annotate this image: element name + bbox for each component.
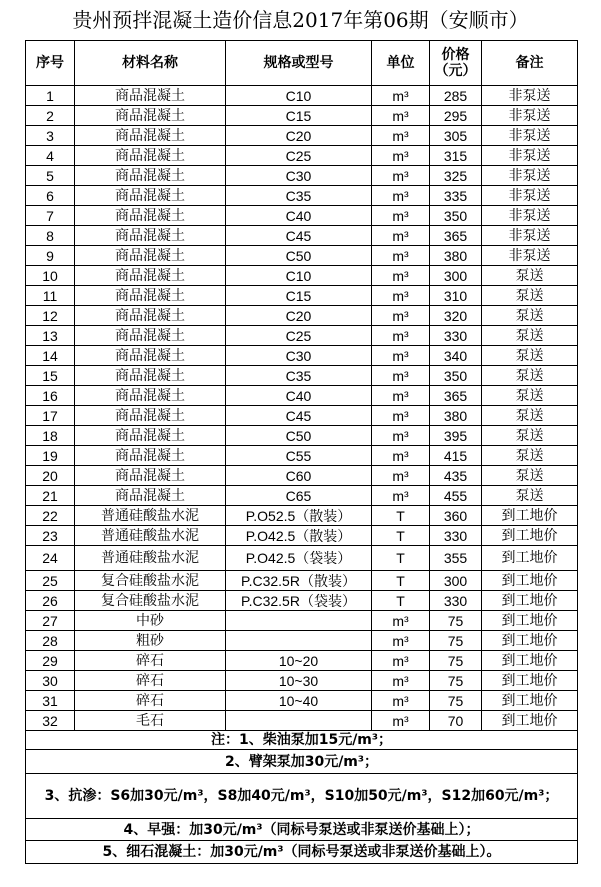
- cell-seq: 21: [26, 486, 75, 506]
- cell-spec: C30: [226, 346, 372, 366]
- document-title: 贵州预拌混凝土造价信息2017年第06期（安顺市）: [72, 8, 529, 32]
- cell-remark: 泵送: [482, 366, 578, 386]
- cell-unit: m³: [372, 346, 430, 366]
- cell-price: 285: [430, 86, 482, 106]
- cell-price: 300: [430, 571, 482, 591]
- cell-spec: 10~40: [226, 691, 372, 711]
- note-3: 3、抗渗：S6加30元/m³，S8加40元/m³，S10加50元/m³，S12加60元/m³；: [26, 774, 578, 819]
- table-row: [26, 326, 578, 346]
- table-row: [26, 186, 578, 206]
- cell-seq: 20: [26, 466, 75, 486]
- cell-name: 商品混凝土: [75, 406, 226, 426]
- table-row: [26, 631, 578, 651]
- note-row: [26, 731, 578, 750]
- cell-remark: 到工地价: [482, 571, 578, 591]
- cell-name: 普通硅酸盐水泥: [75, 526, 226, 546]
- cell-spec: C25: [226, 326, 372, 346]
- table-row: [26, 466, 578, 486]
- cell-name: 商品混凝土: [75, 446, 226, 466]
- cell-spec: C50: [226, 246, 372, 266]
- cell-name: 商品混凝土: [75, 126, 226, 146]
- cell-unit: m³: [372, 246, 430, 266]
- table-row: [26, 426, 578, 446]
- cell-price: 70: [430, 711, 482, 731]
- cell-seq: 7: [26, 206, 75, 226]
- table-row: [26, 486, 578, 506]
- cell-seq: 5: [26, 166, 75, 186]
- table-row: [26, 446, 578, 466]
- cell-name: 商品混凝土: [75, 286, 226, 306]
- table-row: [26, 406, 578, 426]
- cell-spec: C15: [226, 286, 372, 306]
- cell-unit: m³: [372, 366, 430, 386]
- header-price: [430, 41, 482, 86]
- table-row: [26, 571, 578, 591]
- cell-price: 380: [430, 406, 482, 426]
- cell-name: 粗砂: [75, 631, 226, 651]
- cell-name: 商品混凝土: [75, 326, 226, 346]
- cell-unit: m³: [372, 446, 430, 466]
- table-row: [26, 526, 578, 546]
- cell-name: 商品混凝土: [75, 426, 226, 446]
- cell-remark: 到工地价: [482, 591, 578, 611]
- table-row: [26, 366, 578, 386]
- cell-remark: 泵送: [482, 426, 578, 446]
- cell-spec: C30: [226, 166, 372, 186]
- cell-unit: m³: [372, 651, 430, 671]
- cell-seq: 29: [26, 651, 75, 671]
- cell-name: 中砂: [75, 611, 226, 631]
- cell-unit: m³: [372, 486, 430, 506]
- cell-name: 商品混凝土: [75, 366, 226, 386]
- notes-section: [26, 731, 578, 864]
- cell-name: 商品混凝土: [75, 186, 226, 206]
- table-row: [26, 691, 578, 711]
- header-unit: 单位: [372, 41, 430, 86]
- table-row: [26, 671, 578, 691]
- table-row: [26, 346, 578, 366]
- cell-remark: 泵送: [482, 446, 578, 466]
- cell-name: 商品混凝土: [75, 146, 226, 166]
- cell-spec: C40: [226, 386, 372, 406]
- cell-name: 商品混凝土: [75, 466, 226, 486]
- cell-remark: 泵送: [482, 486, 578, 506]
- cell-spec: P.O42.5（散装）: [226, 526, 372, 546]
- cell-price: 355: [430, 546, 482, 571]
- cell-unit: m³: [372, 166, 430, 186]
- cell-name: 普通硅酸盐水泥: [75, 506, 226, 526]
- cell-name: 商品混凝土: [75, 106, 226, 126]
- cell-price: 380: [430, 246, 482, 266]
- cell-seq: 14: [26, 346, 75, 366]
- cell-unit: m³: [372, 226, 430, 246]
- note-row: [26, 819, 578, 841]
- cell-remark: 非泵送: [482, 166, 578, 186]
- table-row: [26, 266, 578, 286]
- table-row: [26, 146, 578, 166]
- cell-remark: 非泵送: [482, 186, 578, 206]
- cell-unit: m³: [372, 266, 430, 286]
- cell-remark: 到工地价: [482, 691, 578, 711]
- cell-name: 商品混凝土: [75, 246, 226, 266]
- cell-spec: C10: [226, 86, 372, 106]
- cell-name: 商品混凝土: [75, 266, 226, 286]
- cell-seq: 24: [26, 546, 75, 571]
- cell-unit: m³: [372, 146, 430, 166]
- cell-price: 305: [430, 126, 482, 146]
- cell-seq: 2: [26, 106, 75, 126]
- cell-seq: 30: [26, 671, 75, 691]
- header-spec: 规格或型号: [226, 41, 372, 86]
- header-price-line2: （元）: [434, 63, 477, 79]
- cell-price: 310: [430, 286, 482, 306]
- cell-spec: P.C32.5R（散装）: [226, 571, 372, 591]
- cell-remark: 到工地价: [482, 546, 578, 571]
- cell-unit: m³: [372, 106, 430, 126]
- table-row: [26, 286, 578, 306]
- cell-name: 商品混凝土: [75, 346, 226, 366]
- cell-spec: C45: [226, 226, 372, 246]
- cell-spec: P.C32.5R（袋装）: [226, 591, 372, 611]
- cell-unit: m³: [372, 386, 430, 406]
- cell-seq: 25: [26, 571, 75, 591]
- cell-seq: 22: [26, 506, 75, 526]
- table-row: [26, 506, 578, 526]
- cell-seq: 23: [26, 526, 75, 546]
- cell-remark: 泵送: [482, 386, 578, 406]
- cell-unit: T: [372, 546, 430, 571]
- cell-seq: 31: [26, 691, 75, 711]
- cell-spec: C35: [226, 366, 372, 386]
- cell-price: 330: [430, 526, 482, 546]
- cell-spec: [226, 611, 372, 631]
- cell-name: 商品混凝土: [75, 226, 226, 246]
- cell-price: 395: [430, 426, 482, 446]
- cell-name: 商品混凝土: [75, 166, 226, 186]
- cell-price: 295: [430, 106, 482, 126]
- cell-price: 75: [430, 691, 482, 711]
- cell-remark: 非泵送: [482, 86, 578, 106]
- header-price-line1: 价格: [441, 47, 470, 63]
- cell-spec: C15: [226, 106, 372, 126]
- cell-spec: [226, 631, 372, 651]
- cell-seq: 10: [26, 266, 75, 286]
- cell-spec: C10: [226, 266, 372, 286]
- cell-unit: m³: [372, 426, 430, 446]
- cell-price: 330: [430, 326, 482, 346]
- cell-unit: T: [372, 571, 430, 591]
- cell-price: 365: [430, 226, 482, 246]
- cell-seq: 1: [26, 86, 75, 106]
- cell-seq: 12: [26, 306, 75, 326]
- cell-unit: m³: [372, 186, 430, 206]
- cell-price: 75: [430, 611, 482, 631]
- cell-unit: m³: [372, 711, 430, 731]
- cell-unit: m³: [372, 691, 430, 711]
- cell-price: 300: [430, 266, 482, 286]
- cell-seq: 8: [26, 226, 75, 246]
- cell-name: 复合硅酸盐水泥: [75, 571, 226, 591]
- cell-price: 315: [430, 146, 482, 166]
- cell-remark: 泵送: [482, 266, 578, 286]
- cell-seq: 17: [26, 406, 75, 426]
- cell-price: 335: [430, 186, 482, 206]
- cell-price: 75: [430, 631, 482, 651]
- cell-unit: m³: [372, 126, 430, 146]
- table-row: [26, 386, 578, 406]
- table-row: [26, 226, 578, 246]
- cell-unit: T: [372, 506, 430, 526]
- cell-remark: 到工地价: [482, 631, 578, 651]
- cell-unit: m³: [372, 326, 430, 346]
- cell-spec: C20: [226, 306, 372, 326]
- cell-name: 普通硅酸盐水泥: [75, 546, 226, 571]
- cell-price: 340: [430, 346, 482, 366]
- table-row: [26, 86, 578, 106]
- cell-price: 365: [430, 386, 482, 406]
- cell-name: 碎石: [75, 651, 226, 671]
- cell-spec: C55: [226, 446, 372, 466]
- cell-remark: 到工地价: [482, 526, 578, 546]
- cell-price: 320: [430, 306, 482, 326]
- cell-seq: 11: [26, 286, 75, 306]
- cell-remark: 泵送: [482, 286, 578, 306]
- table-row: [26, 246, 578, 266]
- header-remark: 备注: [482, 41, 578, 86]
- cell-remark: 非泵送: [482, 226, 578, 246]
- cell-spec: C60: [226, 466, 372, 486]
- cell-name: 复合硅酸盐水泥: [75, 591, 226, 611]
- cell-name: 商品混凝土: [75, 206, 226, 226]
- cell-unit: m³: [372, 671, 430, 691]
- cell-unit: T: [372, 526, 430, 546]
- header-row: [26, 41, 578, 86]
- table-row: [26, 206, 578, 226]
- note-row: [26, 841, 578, 864]
- cell-spec: C40: [226, 206, 372, 226]
- cell-name: 毛石: [75, 711, 226, 731]
- cell-seq: 28: [26, 631, 75, 651]
- cell-spec: C25: [226, 146, 372, 166]
- cell-seq: 3: [26, 126, 75, 146]
- cell-spec: P.O42.5（袋装）: [226, 546, 372, 571]
- cell-spec: 10~20: [226, 651, 372, 671]
- cell-unit: m³: [372, 406, 430, 426]
- cell-remark: 非泵送: [482, 246, 578, 266]
- cell-name: 商品混凝土: [75, 486, 226, 506]
- cell-remark: 非泵送: [482, 126, 578, 146]
- cell-remark: 泵送: [482, 346, 578, 366]
- table-row: [26, 611, 578, 631]
- cell-price: 455: [430, 486, 482, 506]
- table-row: [26, 591, 578, 611]
- cell-seq: 6: [26, 186, 75, 206]
- cell-name: 商品混凝土: [75, 306, 226, 326]
- cell-remark: 到工地价: [482, 711, 578, 731]
- cell-spec: [226, 711, 372, 731]
- cell-spec: C20: [226, 126, 372, 146]
- cell-remark: 到工地价: [482, 651, 578, 671]
- cell-unit: m³: [372, 206, 430, 226]
- header-seq: 序号: [26, 41, 75, 86]
- cell-price: 360: [430, 506, 482, 526]
- cell-seq: 4: [26, 146, 75, 166]
- cell-unit: m³: [372, 611, 430, 631]
- cell-spec: P.O52.5（散装）: [226, 506, 372, 526]
- price-table: [25, 40, 578, 864]
- cell-seq: 9: [26, 246, 75, 266]
- cell-seq: 19: [26, 446, 75, 466]
- cell-seq: 27: [26, 611, 75, 631]
- cell-seq: 26: [26, 591, 75, 611]
- cell-unit: m³: [372, 466, 430, 486]
- header-name: 材料名称: [75, 41, 226, 86]
- note-2: 2、臂架泵加30元/m³；: [26, 750, 578, 774]
- cell-remark: 非泵送: [482, 206, 578, 226]
- cell-unit: m³: [372, 631, 430, 651]
- cell-price: 75: [430, 651, 482, 671]
- cell-spec: C65: [226, 486, 372, 506]
- cell-remark: 泵送: [482, 466, 578, 486]
- cell-seq: 18: [26, 426, 75, 446]
- cell-remark: 到工地价: [482, 671, 578, 691]
- note-5: 5、细石混凝土：加30元/m³（同标号泵送或非泵送价基础上）。: [26, 841, 578, 864]
- cell-price: 75: [430, 671, 482, 691]
- cell-remark: 到工地价: [482, 611, 578, 631]
- table-row: [26, 106, 578, 126]
- note-1: 注：1、柴油泵加15元/m³；: [26, 731, 578, 750]
- cell-name: 商品混凝土: [75, 386, 226, 406]
- cell-price: 350: [430, 206, 482, 226]
- cell-spec: 10~30: [226, 671, 372, 691]
- cell-seq: 32: [26, 711, 75, 731]
- cell-remark: 非泵送: [482, 146, 578, 166]
- table-row: [26, 166, 578, 186]
- cell-price: 325: [430, 166, 482, 186]
- cell-unit: m³: [372, 286, 430, 306]
- cell-name: 碎石: [75, 691, 226, 711]
- cell-remark: 泵送: [482, 326, 578, 346]
- cell-seq: 13: [26, 326, 75, 346]
- cell-seq: 16: [26, 386, 75, 406]
- cell-remark: 泵送: [482, 406, 578, 426]
- cell-seq: 15: [26, 366, 75, 386]
- table-row: [26, 711, 578, 731]
- table-row: [26, 306, 578, 326]
- cell-unit: T: [372, 591, 430, 611]
- table-row: [26, 126, 578, 146]
- table-row: [26, 651, 578, 671]
- cell-remark: 泵送: [482, 306, 578, 326]
- cell-name: 商品混凝土: [75, 86, 226, 106]
- cell-spec: C50: [226, 426, 372, 446]
- cell-remark: 到工地价: [482, 506, 578, 526]
- cell-spec: C35: [226, 186, 372, 206]
- cell-name: 碎石: [75, 671, 226, 691]
- cell-price: 435: [430, 466, 482, 486]
- cell-spec: C45: [226, 406, 372, 426]
- cell-remark: 非泵送: [482, 106, 578, 126]
- cell-unit: m³: [372, 306, 430, 326]
- note-row: [26, 774, 578, 819]
- table-body: [26, 86, 578, 731]
- cell-unit: m³: [372, 86, 430, 106]
- cell-price: 330: [430, 591, 482, 611]
- cell-price: 350: [430, 366, 482, 386]
- note-row: [26, 750, 578, 774]
- cell-price: 415: [430, 446, 482, 466]
- table-row: [26, 546, 578, 571]
- note-4: 4、早强：加30元/m³（同标号泵送或非泵送价基础上）；: [26, 819, 578, 841]
